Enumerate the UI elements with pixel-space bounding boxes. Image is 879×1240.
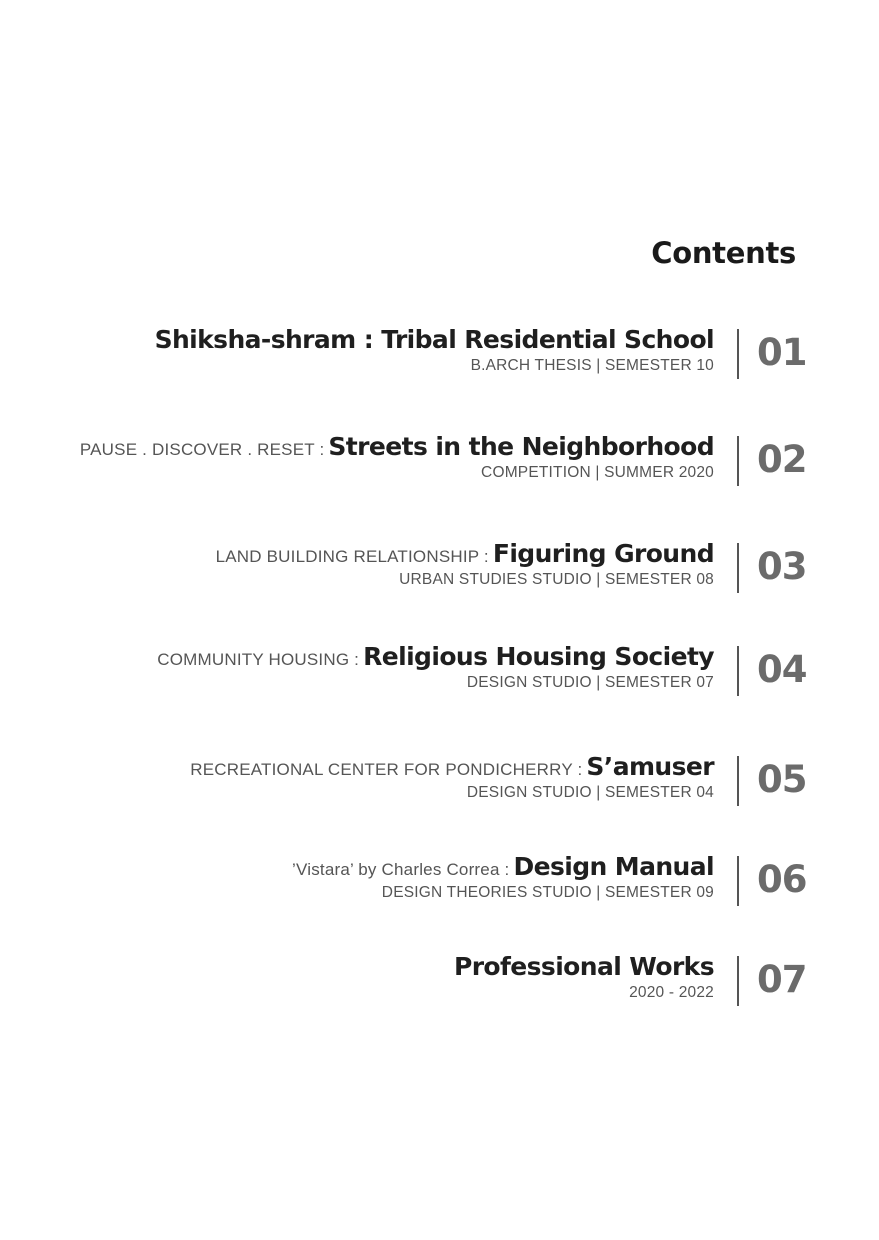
entry-subtitle: COMPETITION | SUMMER 2020 (481, 464, 714, 481)
entry-number: 03 (757, 545, 807, 588)
entry-title[interactable]: Religious Housing Society (363, 642, 714, 671)
vertical-divider (737, 856, 739, 906)
vertical-divider (737, 329, 739, 379)
entry-title[interactable]: Professional Works (453, 952, 714, 981)
entry-title-line (450, 950, 714, 984)
entry-number: 04 (757, 648, 807, 691)
entry-title-line (292, 850, 714, 884)
entry-title-line (157, 640, 714, 674)
contents-entry-01[interactable] (0, 323, 879, 379)
entry-subtitle: B.ARCH THESIS | SEMESTER 10 (470, 357, 714, 374)
entry-title[interactable]: Streets in the Neighborhood (328, 432, 714, 461)
contents-entry-06[interactable] (0, 850, 879, 906)
entry-text (292, 850, 714, 902)
entry-text (157, 640, 714, 692)
entry-number: 06 (757, 858, 807, 901)
vertical-divider (737, 956, 739, 1006)
entry-subtitle: 2020 - 2022 (629, 984, 714, 1001)
entry-prefix: COMMUNITY HOUSING : (157, 650, 360, 669)
entry-title-line (80, 430, 714, 464)
entry-subtitle: DESIGN THEORIES STUDIO | SEMESTER 09 (381, 884, 714, 901)
contents-entry-03[interactable] (0, 537, 879, 593)
entry-title[interactable]: S’amuser (586, 752, 714, 781)
entry-subtitle: DESIGN STUDIO | SEMESTER 04 (466, 784, 714, 801)
entry-number: 05 (757, 758, 807, 801)
entry-title-line (190, 750, 714, 784)
entry-prefix: LAND BUILDING RELATIONSHIP : (215, 547, 489, 566)
entry-text (80, 430, 714, 482)
entry-title[interactable]: Design Manual (513, 852, 714, 881)
vertical-divider (737, 543, 739, 593)
entry-number: 07 (757, 958, 807, 1001)
entry-text (151, 323, 714, 375)
contents-entry-07[interactable] (0, 950, 879, 1006)
entry-number: 02 (757, 438, 807, 481)
entry-title[interactable]: Figuring Ground (492, 539, 714, 568)
vertical-divider (737, 756, 739, 806)
entry-title-line (216, 537, 714, 571)
contents-entry-05[interactable] (0, 750, 879, 806)
vertical-divider (737, 436, 739, 486)
entry-subtitle: DESIGN STUDIO | SEMESTER 07 (466, 674, 714, 691)
contents-entry-04[interactable] (0, 640, 879, 696)
entry-subtitle: URBAN STUDIES STUDIO | SEMESTER 08 (399, 571, 714, 588)
entry-title[interactable]: Shiksha-shram : Tribal Residential School (154, 325, 714, 354)
entry-text (216, 537, 714, 589)
entry-prefix: RECREATIONAL CENTER FOR PONDICHERRY : (190, 760, 583, 779)
entry-number: 01 (757, 331, 807, 374)
contents-entry-02[interactable] (0, 430, 879, 486)
entry-prefix: ’Vistara’ by Charles Correa : (292, 860, 510, 879)
entry-title-line (151, 323, 714, 357)
page-title: Contents (651, 236, 796, 270)
entry-prefix: PAUSE . DISCOVER . RESET : (79, 440, 325, 459)
entry-text (450, 950, 714, 1002)
entry-text (190, 750, 714, 802)
vertical-divider (737, 646, 739, 696)
